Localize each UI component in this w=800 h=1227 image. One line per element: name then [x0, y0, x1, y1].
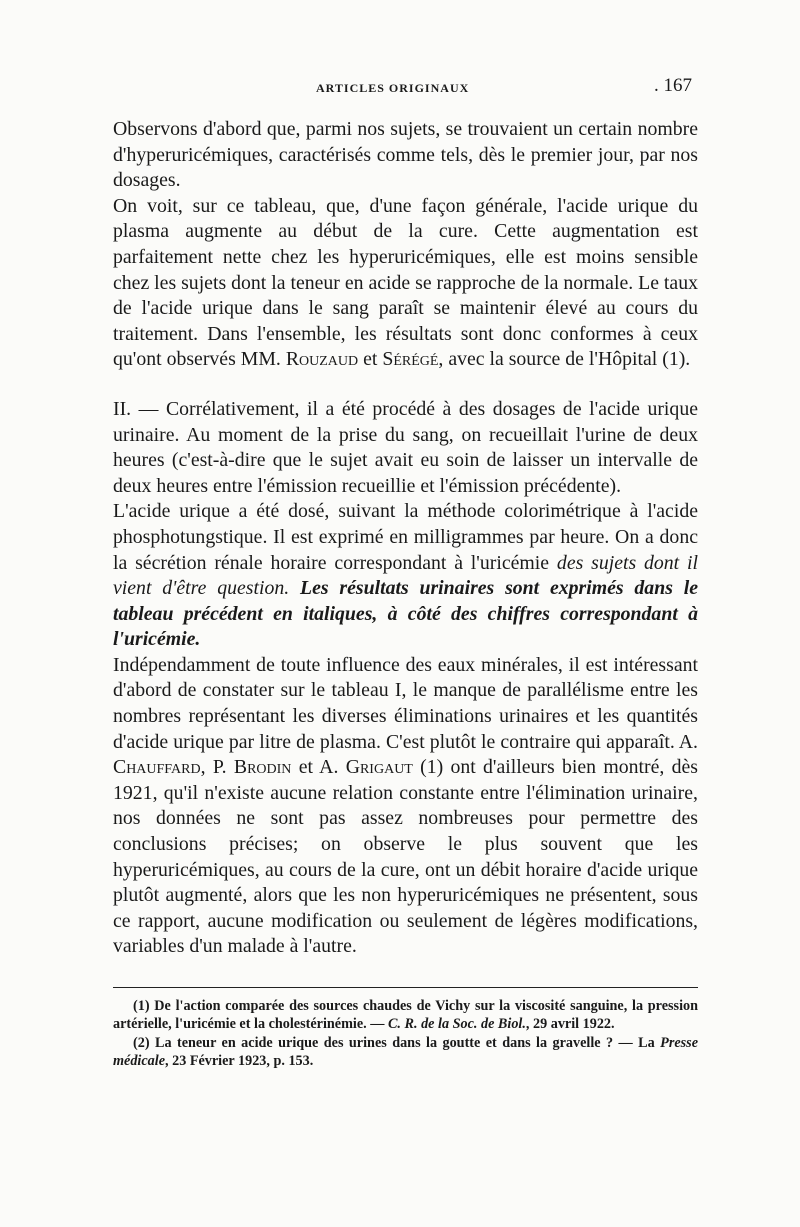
paragraph-1-text: Observons d'abord que, parmi nos sujets, se trouvaient un certain nombre d'hyperuricémiques, caractérisés comme tels, dès le premier jour, par nos dosages.	[113, 118, 698, 192]
footnote-rule	[113, 987, 698, 988]
paragraph-4	[113, 499, 698, 653]
author-brodin: Brodin	[233, 756, 292, 779]
paragraph-5-text: Indépendamment de toute influence des eaux minérales, il est intéressant d'abord de constater sur le tableau I, le manque de parallélisme entre les nombres représentant les diverses éliminations urinaires et les quantités d'acide urique par litre de plasma. C'est plutôt le contraire qui apparaît. A.	[113, 653, 698, 753]
footnote-2	[113, 1035, 698, 1070]
page	[113, 72, 698, 1072]
page-number: . 167	[654, 75, 692, 96]
paragraph-4-italic: des sujets dont il vient d'être question.	[113, 551, 698, 600]
paragraph-3	[113, 397, 698, 499]
running-header	[113, 72, 698, 102]
paragraph-5-sep-1: , P.	[200, 756, 227, 779]
paragraph-5-end: (1) ont d'ailleurs bien montré, dès 1921, qu'il n'existe aucune relation constante entre l'élimination urinaire, nos données ne sont pas assez nombreuses pour permettre des conclusions précises; on observe le plus souvent que les hyperuricémiques, au cours de la cure, ont un débit horaire d'acide urique plutôt augmenté, alors que les non hyperuricémiques ne présentent, sous ce rapport, aucune modification ou seulement de légères modifications, variables d'un malade à l'autre.	[113, 756, 698, 958]
paragraph-5-sep-2: et A.	[298, 756, 339, 779]
paragraph-1	[113, 117, 698, 194]
paragraph-4-text: L'acide urique a été dosé, suivant la méthode colorimétrique à l'acide phosphotungstique. Il est exprimé en milligrammes par heure. On a donc la sécrétion rénale horaire correspondant à l'uricémie	[113, 500, 698, 574]
paragraph-2-conjunction: et	[363, 348, 378, 371]
author-grigaut: Grigaut	[345, 756, 413, 779]
footnote-1-date: , 29 avril 1922.	[525, 1015, 615, 1032]
footnote-2-text: (2) La teneur en acide urique des urines dans la goutte et dans la gravelle ? — La	[133, 1035, 655, 1052]
paragraph-4-bold-italic: Les résultats urinaires sont exprimés dans le tableau précédent en italiques, à côté des chiffres correspondant à l'uricémie.	[113, 577, 698, 651]
footnote-1	[113, 998, 698, 1033]
footnote-1-journal: C. R. de la Soc. de Biol.	[387, 1015, 526, 1032]
running-title: ARTICLES ORIGINAUX	[316, 81, 470, 95]
paragraph-2-end: , avec la source de l'Hôpital (1).	[438, 348, 691, 371]
body-text	[113, 117, 698, 960]
author-chauffard: Chauffard	[113, 756, 201, 779]
footnote-1-text: (1) De l'action comparée des sources chaudes de Vichy sur la viscosité sanguine, la pression artérielle, l'uricémie et la cholestérinémie. —	[113, 998, 698, 1032]
footnote-2-journal: Presse médicale	[113, 1035, 698, 1069]
author-serege: Sérégé	[382, 348, 439, 371]
paragraph-5	[113, 653, 698, 960]
footnotes	[113, 998, 698, 1070]
paragraph-3-text: II. — Corrélativement, il a été procédé à des dosages de l'acide urique urinaire. Au moment de la prise du sang, on recueillait l'urine de deux heures (c'est-à-dire que le sujet avait eu soin de laisser un intervalle de deux heures entre l'émission recueillie et l'émission précédente).	[113, 397, 698, 497]
paragraph-2	[113, 194, 698, 373]
author-rouzaud: Rouzaud	[285, 348, 359, 371]
paragraph-2-text: On voit, sur ce tableau, que, d'une façon générale, l'acide urique du plasma augmente au début de la cure. Cette augmentation est parfaitement nette chez les hyperuricémiques, elle est moins sensible chez les sujets dont la teneur en acide se rapproche de la normale. Le taux de l'acide urique dans le sang paraît se maintenir élevé au cours du traitement. Dans l'ensemble, les résultats sont donc conformes à ceux qu'ont observés MM.	[113, 194, 698, 371]
footnote-2-date: , 23 Février 1923, p. 153.	[165, 1052, 314, 1069]
